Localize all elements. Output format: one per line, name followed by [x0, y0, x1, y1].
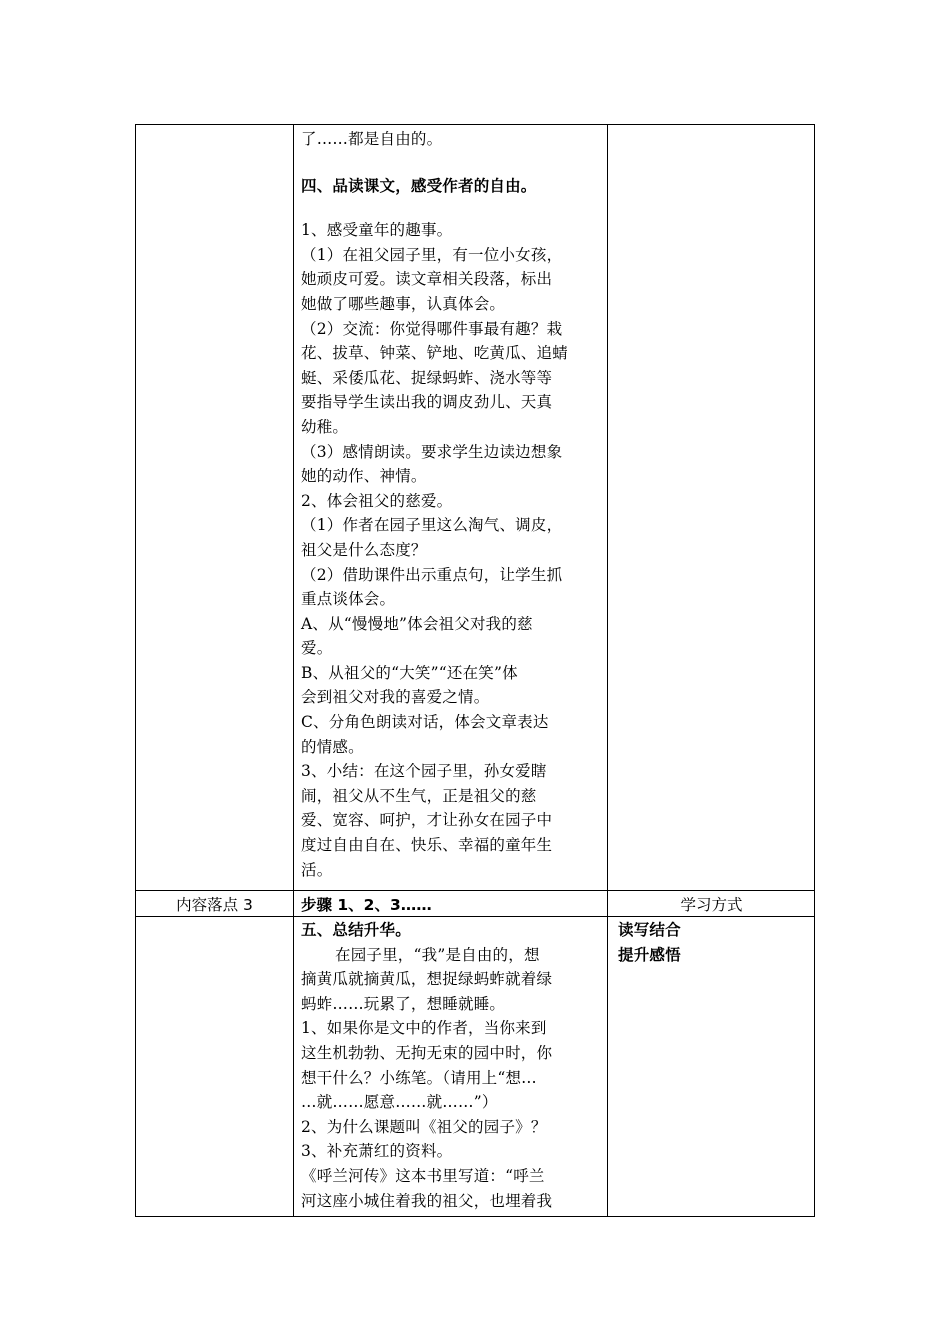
- body-text-line: 活。: [301, 860, 333, 879]
- header-content-point: 内容落点 3: [176, 896, 253, 914]
- body-text-line: 花、拔草、钟菜、铲地、吃黄瓜、追蜻: [301, 344, 568, 363]
- body-text-line: 重点谈体会。: [301, 590, 396, 609]
- body-text-line: （2）借助课件出示重点句，让学生抓: [301, 565, 563, 584]
- continuation-text: 了……都是自由的。: [301, 130, 443, 148]
- body-text-line: 《呼兰河传》这本书里写道：“呼兰: [301, 1166, 545, 1185]
- body-text-line: 蚂蚱……玩累了，想睡就睡。: [301, 994, 506, 1013]
- learning-method-item: 提升感悟: [618, 945, 681, 964]
- row-divider-header: [136, 916, 814, 917]
- body-text-line: 2、体会祖父的慈爱。: [301, 491, 453, 510]
- steps-cell-bottom: [294, 918, 608, 1213]
- body-text-line: （3）感情朗读。要求学生边读边想象: [301, 442, 563, 461]
- learning-method-list: [618, 918, 808, 967]
- body-text-line: 幼稚。: [301, 417, 349, 436]
- lesson-plan-table: [135, 124, 815, 1217]
- section-heading-four: 四、品读课文，感受作者的自由。: [301, 176, 537, 195]
- body-text-line: 1、如果你是文中的作者，当你来到: [301, 1019, 547, 1038]
- header-learning-method: 学习方式: [680, 896, 743, 914]
- body-text-line: 蜓、采倭瓜花、捉绿蚂蚱、浇水等等: [301, 368, 553, 387]
- body-text-line: …就……愿意……就……”）: [301, 1093, 498, 1112]
- header-steps: 步骤 1、2、3……: [301, 896, 432, 914]
- section-four-body: [301, 218, 602, 882]
- section-five-body: [301, 967, 602, 1213]
- body-text-line: 祖父是什么态度？: [301, 540, 427, 559]
- body-text-line: 的情感。: [301, 737, 364, 756]
- body-text-line: 要指导学生读出我的调皮劲儿、天真: [301, 393, 553, 412]
- body-text-line: 摘黄瓜就摘黄瓜，想捉绿蚂蚱就着绿: [301, 970, 553, 989]
- body-text-line: A、从“慢慢地”体会祖父对我的慈: [301, 614, 533, 633]
- steps-cell-top: [294, 127, 608, 882]
- section-heading-five: 五、总结升华。: [301, 921, 411, 939]
- body-text-line: C、分角色朗读对话，体会文章表达: [301, 713, 549, 732]
- row-divider-top: [136, 890, 814, 891]
- body-text-line: B、从祖父的“大笑”“还在笑”体: [301, 663, 518, 682]
- body-text-line: 会到祖父对我的喜爱之情。: [301, 688, 490, 707]
- body-text-line: （1）在祖父园子里，有一位小女孩，: [301, 245, 563, 264]
- body-text-line: 度过自由自在、快乐、幸福的童年生: [301, 836, 553, 855]
- section-five-first-line: 在园子里，“我”是自由的，想: [335, 945, 540, 964]
- body-text-line: 河这座小城住着我的祖父，也埋着我: [301, 1191, 553, 1210]
- body-text-line: 她顽皮可爱。读文章相关段落，标出: [301, 270, 553, 289]
- body-text-line: （2）交流：你觉得哪件事最有趣？栽: [301, 319, 563, 338]
- body-text-line: 爱、宽容、呵护，才让孙女在园子中: [301, 811, 553, 830]
- body-text-line: 3、补充萧红的资料。: [301, 1142, 453, 1161]
- body-text-line: 闹，祖父从不生气，正是祖父的慈: [301, 786, 537, 805]
- body-text-line: 3、小结：在这个园子里，孙女爱瞎: [301, 762, 547, 781]
- body-text-line: 她做了哪些趣事，认真体会。: [301, 294, 506, 313]
- body-text-line: 爱。: [301, 639, 333, 658]
- learning-method-cell: [609, 918, 814, 967]
- learning-method-item: 读写结合: [618, 921, 681, 939]
- body-text-line: （1）作者在园子里这么淘气、调皮，: [301, 516, 563, 535]
- body-text-line: 2、为什么课题叫《祖父的园子》？: [301, 1117, 547, 1136]
- body-text-line: 想干什么？小练笔。（请用上“想…: [301, 1068, 537, 1087]
- body-text-line: 这生机勃勃、无拘无束的园中时，你: [301, 1043, 553, 1062]
- body-text-line: 1、感受童年的趣事。: [301, 221, 453, 240]
- body-text-line: 她的动作、神情。: [301, 467, 427, 486]
